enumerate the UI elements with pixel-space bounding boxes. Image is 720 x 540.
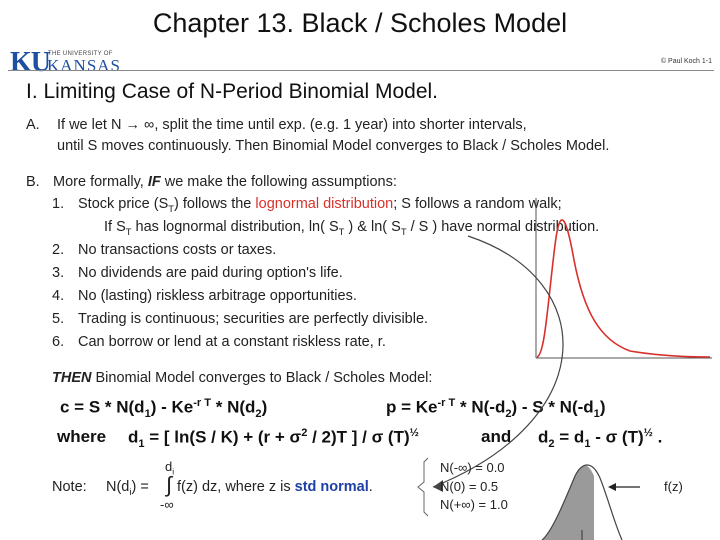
pf-a: p = Ke xyxy=(386,397,438,417)
d2-a: d xyxy=(538,427,549,447)
pf-s1: 2 xyxy=(505,408,512,421)
d1-b: = [ ln(S / K) + (r + σ xyxy=(144,427,302,447)
where-label: where xyxy=(57,427,107,446)
cf-s2: 2 xyxy=(255,408,262,421)
assumption-6-number: 6. xyxy=(52,334,65,350)
pointer-arrow xyxy=(433,236,563,487)
a1-red: lognormal distribution xyxy=(255,196,394,212)
l2-p3: ) & ln( S xyxy=(344,219,401,235)
l2-s2: T xyxy=(338,225,345,237)
d1-sup2: ½ xyxy=(409,427,419,439)
l2-s1: T xyxy=(125,225,132,237)
pf-b: * N(-d xyxy=(455,397,506,417)
then-label: THEN xyxy=(52,370,92,386)
assumption-3: No dividends are paid during option's life. xyxy=(78,265,343,281)
assumption-3-number: 3. xyxy=(52,265,65,281)
d2-d: . xyxy=(652,427,663,447)
normal-value-minus-inf: N(-∞) = 0.0 xyxy=(440,460,505,475)
integral-sign: ∫ xyxy=(166,472,173,497)
pf-s2: 1 xyxy=(593,408,600,421)
pf-sup: -r T xyxy=(437,397,456,409)
ku-logo-small-text: THE UNIVERSITY OF xyxy=(48,51,113,57)
cf-a: c = S * N(d xyxy=(60,397,145,417)
assumption-4-number: 4. xyxy=(52,288,65,304)
upper-d: d xyxy=(165,459,173,474)
fz-arrowhead xyxy=(608,483,616,491)
normal-values-bracket xyxy=(418,458,428,516)
section-heading: I. Limiting Case of N-Period Binomial Model. xyxy=(26,80,439,103)
intro-post: we make the following assumptions: xyxy=(164,174,397,190)
l2-p1: If S xyxy=(104,219,126,235)
d1-s: 1 xyxy=(138,438,145,451)
note-label: Note: xyxy=(52,479,87,495)
cf-c: * N(d xyxy=(211,397,256,417)
assumption-2-number: 2. xyxy=(52,242,65,258)
intro-if: IF xyxy=(147,174,161,190)
d2-s1: 2 xyxy=(548,438,555,451)
cf-sup: -r T xyxy=(193,397,212,409)
normal-value-plus-inf: N(+∞) = 1.0 xyxy=(440,497,508,512)
d1-sup: 2 xyxy=(301,427,308,439)
assumption-6: Can borrow or lend at a constant riskless rate, r. xyxy=(78,334,386,350)
ku-logo-letters: KU xyxy=(10,47,50,78)
integrand-text: f(z) dz, where z is xyxy=(177,479,291,495)
d2-s2: 1 xyxy=(584,438,591,451)
note-lhs-sub: i xyxy=(129,485,132,497)
d2-sup: ½ xyxy=(643,427,653,439)
pf-d: ) xyxy=(599,397,606,417)
a1-pre: Stock price (S xyxy=(78,196,169,212)
and-label: and xyxy=(481,427,512,446)
cf-s1: 1 xyxy=(144,408,151,421)
note-lhs-text: N(d xyxy=(106,479,130,495)
cf-b: ) - Ke xyxy=(150,397,194,417)
integral-lower-limit: -∞ xyxy=(160,497,174,512)
note-end: . xyxy=(368,479,373,495)
point-a-line2: until S moves continuously. Then Binomial Model converges to Black / Scholes Model. xyxy=(57,138,610,154)
d2-b: = d xyxy=(554,427,585,447)
a1-post: ; S follows a random walk; xyxy=(393,196,562,212)
normal-value-zero: N(0) = 0.5 xyxy=(440,479,499,494)
l2-p4: / S ) have normal distribution. xyxy=(406,219,600,235)
upper-sub: i xyxy=(172,466,175,477)
note-lhs-end: ) = xyxy=(131,479,149,495)
a1-mid: ) follows the xyxy=(174,196,256,212)
a1-sub: T xyxy=(168,202,174,214)
assumption-2: No transactions costs or taxes. xyxy=(78,242,277,258)
copyright: © Paul Koch 1-1 xyxy=(660,58,712,65)
then-text: Binomial Model converges to Black / Scholes Model: xyxy=(91,370,433,386)
assumption-4: No (lasting) riskless arbitrage opportunities. xyxy=(78,288,357,304)
point-a-line1: If we let N → ∞, split the time until exp. (e.g. 1 year) into shorter intervals, xyxy=(57,117,527,133)
d2-c: - σ (T) xyxy=(590,427,644,447)
assumption-5-number: 5. xyxy=(52,311,65,327)
point-a-marker: A. xyxy=(26,117,40,133)
d1-a: d xyxy=(128,427,139,447)
cf-d: ) xyxy=(261,397,268,417)
assumption-5: Trading is continuous; securities are perfectly divisible. xyxy=(78,311,429,327)
ku-logo-kansas: KANSAS xyxy=(47,56,122,75)
pf-c: ) - S * N(-d xyxy=(511,397,594,417)
page-title: Chapter 13. Black / Scholes Model xyxy=(152,8,568,38)
normal-curve-shaded-area xyxy=(542,466,594,540)
intro-pre: More formally, xyxy=(53,174,144,190)
l2-p2: has lognormal distribution, ln( S xyxy=(131,219,339,235)
std-normal: std normal xyxy=(294,479,369,495)
d1-c: / 2)T ] / σ (T) xyxy=(307,427,410,447)
l2-s3: T xyxy=(400,225,407,237)
fz-label: f(z) xyxy=(664,479,683,494)
point-b-marker: B. xyxy=(26,174,40,190)
assumption-1-number: 1. xyxy=(52,196,65,212)
